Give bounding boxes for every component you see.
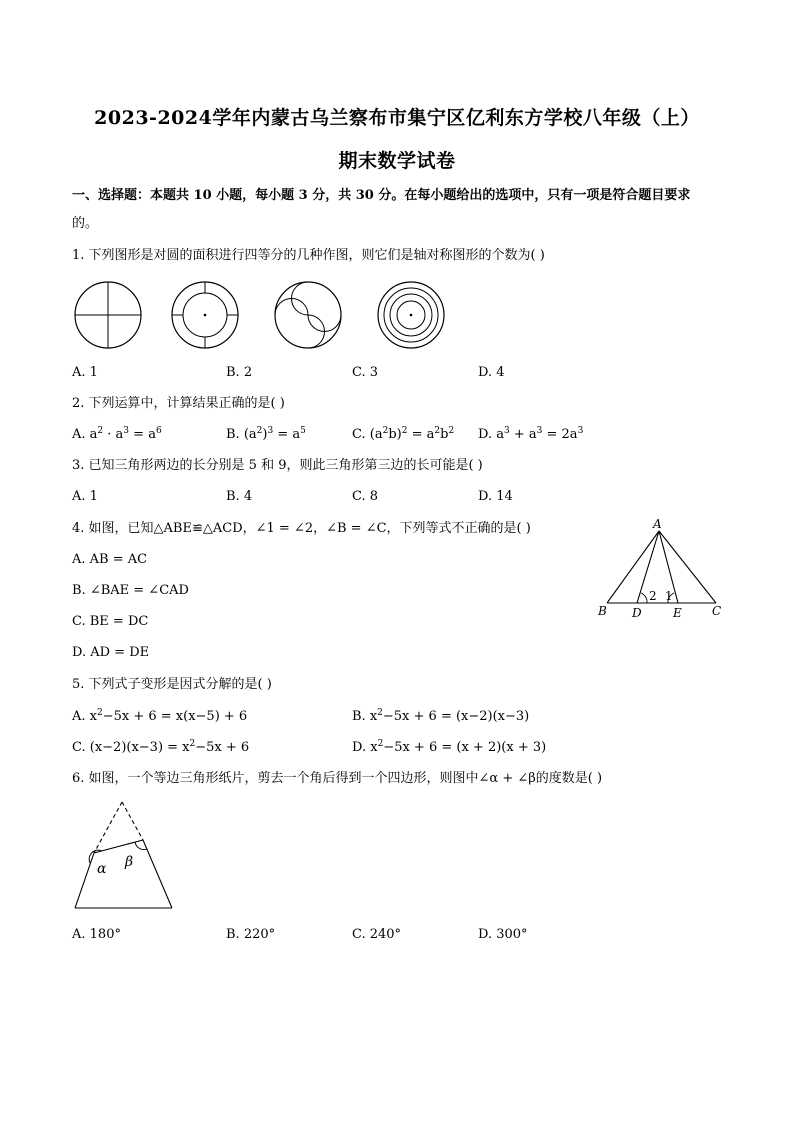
q1-option-c[interactable]: C. 3: [352, 365, 379, 380]
q4-option-b[interactable]: B. ∠BAE = ∠CAD: [72, 583, 189, 598]
q5-option-a[interactable]: A. $x^2-5x + 6 = x(x-5) + 6$: [72, 708, 248, 724]
q4-triangle-figure: [592, 514, 732, 624]
q6-option-b[interactable]: B. 220°: [226, 927, 276, 942]
q2-option-c[interactable]: C. $(a^2b)^2 = a^2b^2$: [352, 426, 455, 442]
q4-stem: 4. 如图，已知△ABE≌△ACD，∠1 = ∠2，∠B = ∠C，下列等式不正确的是( ): [72, 521, 531, 536]
q3-option-a[interactable]: A. 1: [72, 489, 98, 504]
circle-figure-cross: [75, 282, 141, 348]
q1-option-d[interactable]: D. 4: [478, 365, 505, 380]
q6-label-alpha: α: [97, 861, 107, 877]
q4-option-a[interactable]: A. AB = AC: [72, 552, 148, 567]
q4-label-e: E: [673, 606, 682, 620]
q4-option-c[interactable]: C. BE = DC: [72, 614, 149, 629]
q4-option-d[interactable]: D. AD = DE: [72, 645, 150, 660]
q5-option-c[interactable]: C. $(x-2)(x-3) = x^2-5x + 6$: [72, 739, 250, 755]
section-heading-cont: 的。: [72, 216, 99, 231]
q5-option-b[interactable]: B. $x^2-5x + 6 = (x-2)(x-3)$: [352, 708, 530, 724]
q6-label-beta: β: [125, 854, 134, 870]
q5-stem: 5. 下列式子变形是因式分解的是( ): [72, 677, 272, 692]
q1-stem: 1. 下列图形是对圆的面积进行四等分的几种作图，则它们是轴对称图形的个数为( ): [72, 248, 545, 263]
q6-option-a[interactable]: A. 180°: [72, 927, 121, 942]
q3-option-c[interactable]: C. 8: [352, 489, 379, 504]
q4-label-angle1: 1: [665, 589, 673, 603]
q1-option-a[interactable]: A. 1: [72, 365, 98, 380]
q1-option-b[interactable]: B. 2: [226, 365, 253, 380]
q5-option-d[interactable]: D. $x^2-5x + 6 = (x + 2)(x + 3)$: [352, 739, 547, 755]
circle-figure-concentric: [378, 282, 444, 348]
q2-option-b[interactable]: B. $(a^2)^3 = a^5$: [226, 426, 306, 442]
exam-title-line2: 期末数学试卷: [338, 150, 456, 172]
q2-stem: 2. 下列运算中，计算结果正确的是( ): [72, 396, 285, 411]
q4-label-angle2: 2: [649, 589, 657, 603]
q6-option-c[interactable]: C. 240°: [352, 927, 402, 942]
q4-label-c: C: [712, 604, 722, 618]
q3-option-b[interactable]: B. 4: [226, 489, 253, 504]
q6-cut-triangle-figure: [68, 796, 188, 916]
q4-label-a: A: [653, 517, 662, 531]
q2-option-d[interactable]: D. $a^3 + a^3 = 2a^3$: [478, 426, 584, 442]
q4-label-d: D: [632, 606, 642, 620]
section-heading: 一、选择题：本题共 10 小题，每小题 3 分，共 30 分。在每小题给出的选项中，只有一项是符合题目要求: [72, 188, 691, 203]
circle-figure-ring: [172, 282, 238, 348]
q3-option-d[interactable]: D. 14: [478, 489, 513, 504]
q3-stem: 3. 已知三角形两边的长分别是 5 和 9，则此三角形第三边的长可能是( ): [72, 458, 483, 473]
q6-stem: 6. 如图，一个等边三角形纸片，剪去一个角后得到一个四边形，则图中∠α + ∠β的度数是( ): [72, 771, 603, 786]
exam-title-line1: 2023-2024学年内蒙古乌兰察布市集宁区亿利东方学校八年级（上）: [94, 107, 700, 129]
q1-circle-figures: [70, 278, 450, 358]
circle-figure-swirl: [275, 282, 341, 348]
q6-option-d[interactable]: D. 300°: [478, 927, 528, 942]
q2-option-a[interactable]: A. $a^2 \cdot a^3 = a^6$: [72, 426, 162, 442]
q4-label-b: B: [598, 604, 607, 618]
